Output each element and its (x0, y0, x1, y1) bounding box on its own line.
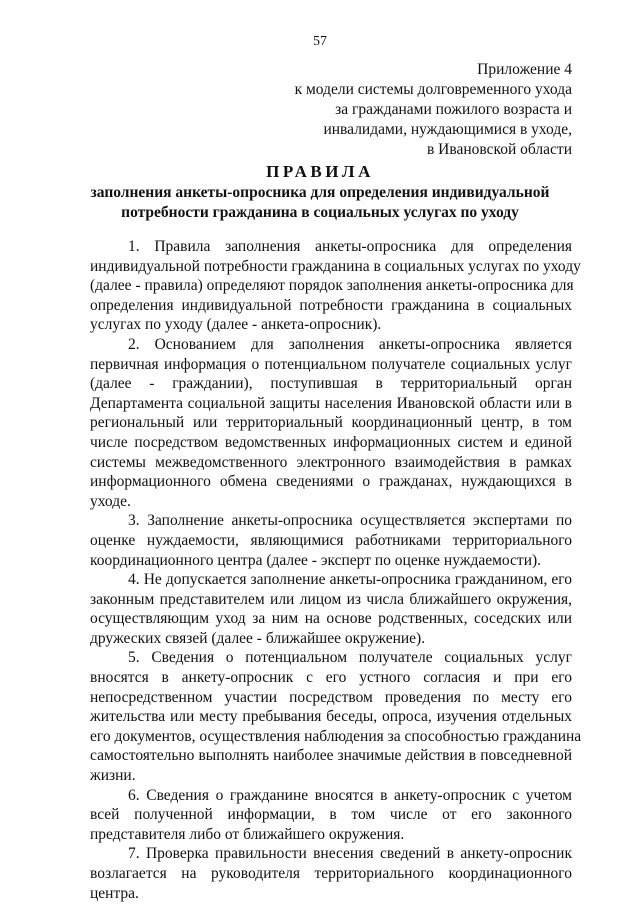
paragraph-line: 2. Основанием для заполнения анкеты-опросника является (128, 335, 572, 353)
paragraph-line: законным представителем или лицом из числа ближайшего окружения, (90, 590, 572, 608)
paragraph-line: вносятся в анкету-опросник с его устного согласия и при его (90, 669, 572, 687)
paragraph-line: 5. Сведения о потенциальном получателе социальных услуг (128, 649, 572, 667)
paragraph-line: всей полученной информации, в том числе от его законного (90, 806, 572, 824)
paragraph-line: региональный или территориальный координационный центр, в том (90, 414, 572, 432)
paragraph-line: информационного обмена сведениями о гражданах, нуждающихся в (90, 473, 572, 491)
paragraph-4 (90, 570, 572, 648)
paragraph-line: определения индивидуальной потребности гражданина в социальных (90, 296, 572, 314)
paragraph-line: представителя либо от ближайшего окружения. (90, 825, 405, 843)
paragraph-line: координационного центра (далее - эксперт по оценке нуждаемости). (90, 551, 542, 569)
paragraph-line: уходе. (90, 492, 131, 510)
paragraph-line: индивидуальной потребности гражданина в социальных услугах по уходу (90, 257, 581, 275)
paragraph-line: услугах по уходу (далее - анкета-опросник). (90, 316, 382, 334)
paragraph-line: 3. Заполнение анкеты-опросника осуществляется экспертами по (128, 512, 572, 530)
appendix-header (295, 60, 572, 160)
paragraph-line: системы межведомственного электронного взаимодействия в рамках (90, 453, 572, 471)
paragraph-line: 1. Правила заполнения анкеты-опросника для определения (128, 238, 572, 255)
paragraph-line: дружеских связей (далее - ближайшее окружение). (90, 629, 426, 647)
paragraph-line: осуществляющим уход за ним на основе родственных, соседских или (90, 610, 572, 628)
paragraph-7 (90, 844, 572, 903)
paragraph-line: жительства или месту пребывания беседы, опроса, изучения отдельных (90, 708, 572, 726)
document-title: ПРАВИЛА (266, 162, 374, 181)
paragraph-line: непосредственном участии посредством проведения по месту его (90, 688, 572, 706)
paragraph-6 (90, 786, 572, 845)
paragraph-line: оценке нуждаемости, являющимися работниками территориального (90, 531, 572, 549)
paragraph-line: его документов, осуществления наблюдения за способностью гражданина (90, 727, 582, 745)
paragraph-line: (далее - правила) определяют порядок заполнения анкеты-опросника для (90, 277, 574, 295)
appendix-line: инвалидами, нуждающимися в уходе, (323, 121, 572, 138)
paragraph-line: первичная информация о потенциальном получателе социальных услуг (90, 355, 572, 373)
appendix-line: в Ивановской области (426, 141, 572, 158)
appendix-line: Приложение 4 (477, 61, 572, 78)
appendix-line: к модели системы долговременного ухода (294, 81, 572, 98)
document-subtitle (0, 183, 640, 223)
paragraph-2 (90, 335, 572, 511)
paragraph-line: Департамента социальной защиты населения Ивановской области или в (90, 394, 572, 412)
appendix-line: за гражданами пожилого возраста и (335, 101, 572, 118)
paragraph-3 (90, 511, 572, 570)
subtitle-line: потребности гражданина в социальных услугах по уходу (121, 204, 519, 221)
paragraph-1 (90, 237, 581, 335)
paragraph-line: 7. Проверка правильности внесения сведений в анкету-опросник (128, 845, 572, 863)
subtitle-line: заполнения анкеты-опросника для определения индивидуальной (90, 184, 550, 201)
document-body (90, 237, 582, 903)
paragraph-line: 6. Сведения о гражданине вносятся в анкету-опросник с учетом (128, 786, 572, 804)
paragraph-line: числе посредством ведомственных информационных систем и единой (90, 433, 572, 451)
paragraph-line: жизни. (90, 767, 136, 785)
paragraph-5 (90, 648, 582, 785)
paragraph-line: возлагается на руководителя территориального координационного (90, 865, 572, 882)
paragraph-line: 4. Не допускается заполнение анкеты-опросника гражданином, его (128, 571, 572, 589)
paragraph-line: центра. (90, 884, 139, 902)
page-number: 57 (313, 34, 327, 49)
paragraph-line: самостоятельно выполнять наиболее значимые действия в повседневной (90, 747, 572, 765)
paragraph-line: (далее - граждании), поступившая в территориальный орган (90, 375, 572, 393)
